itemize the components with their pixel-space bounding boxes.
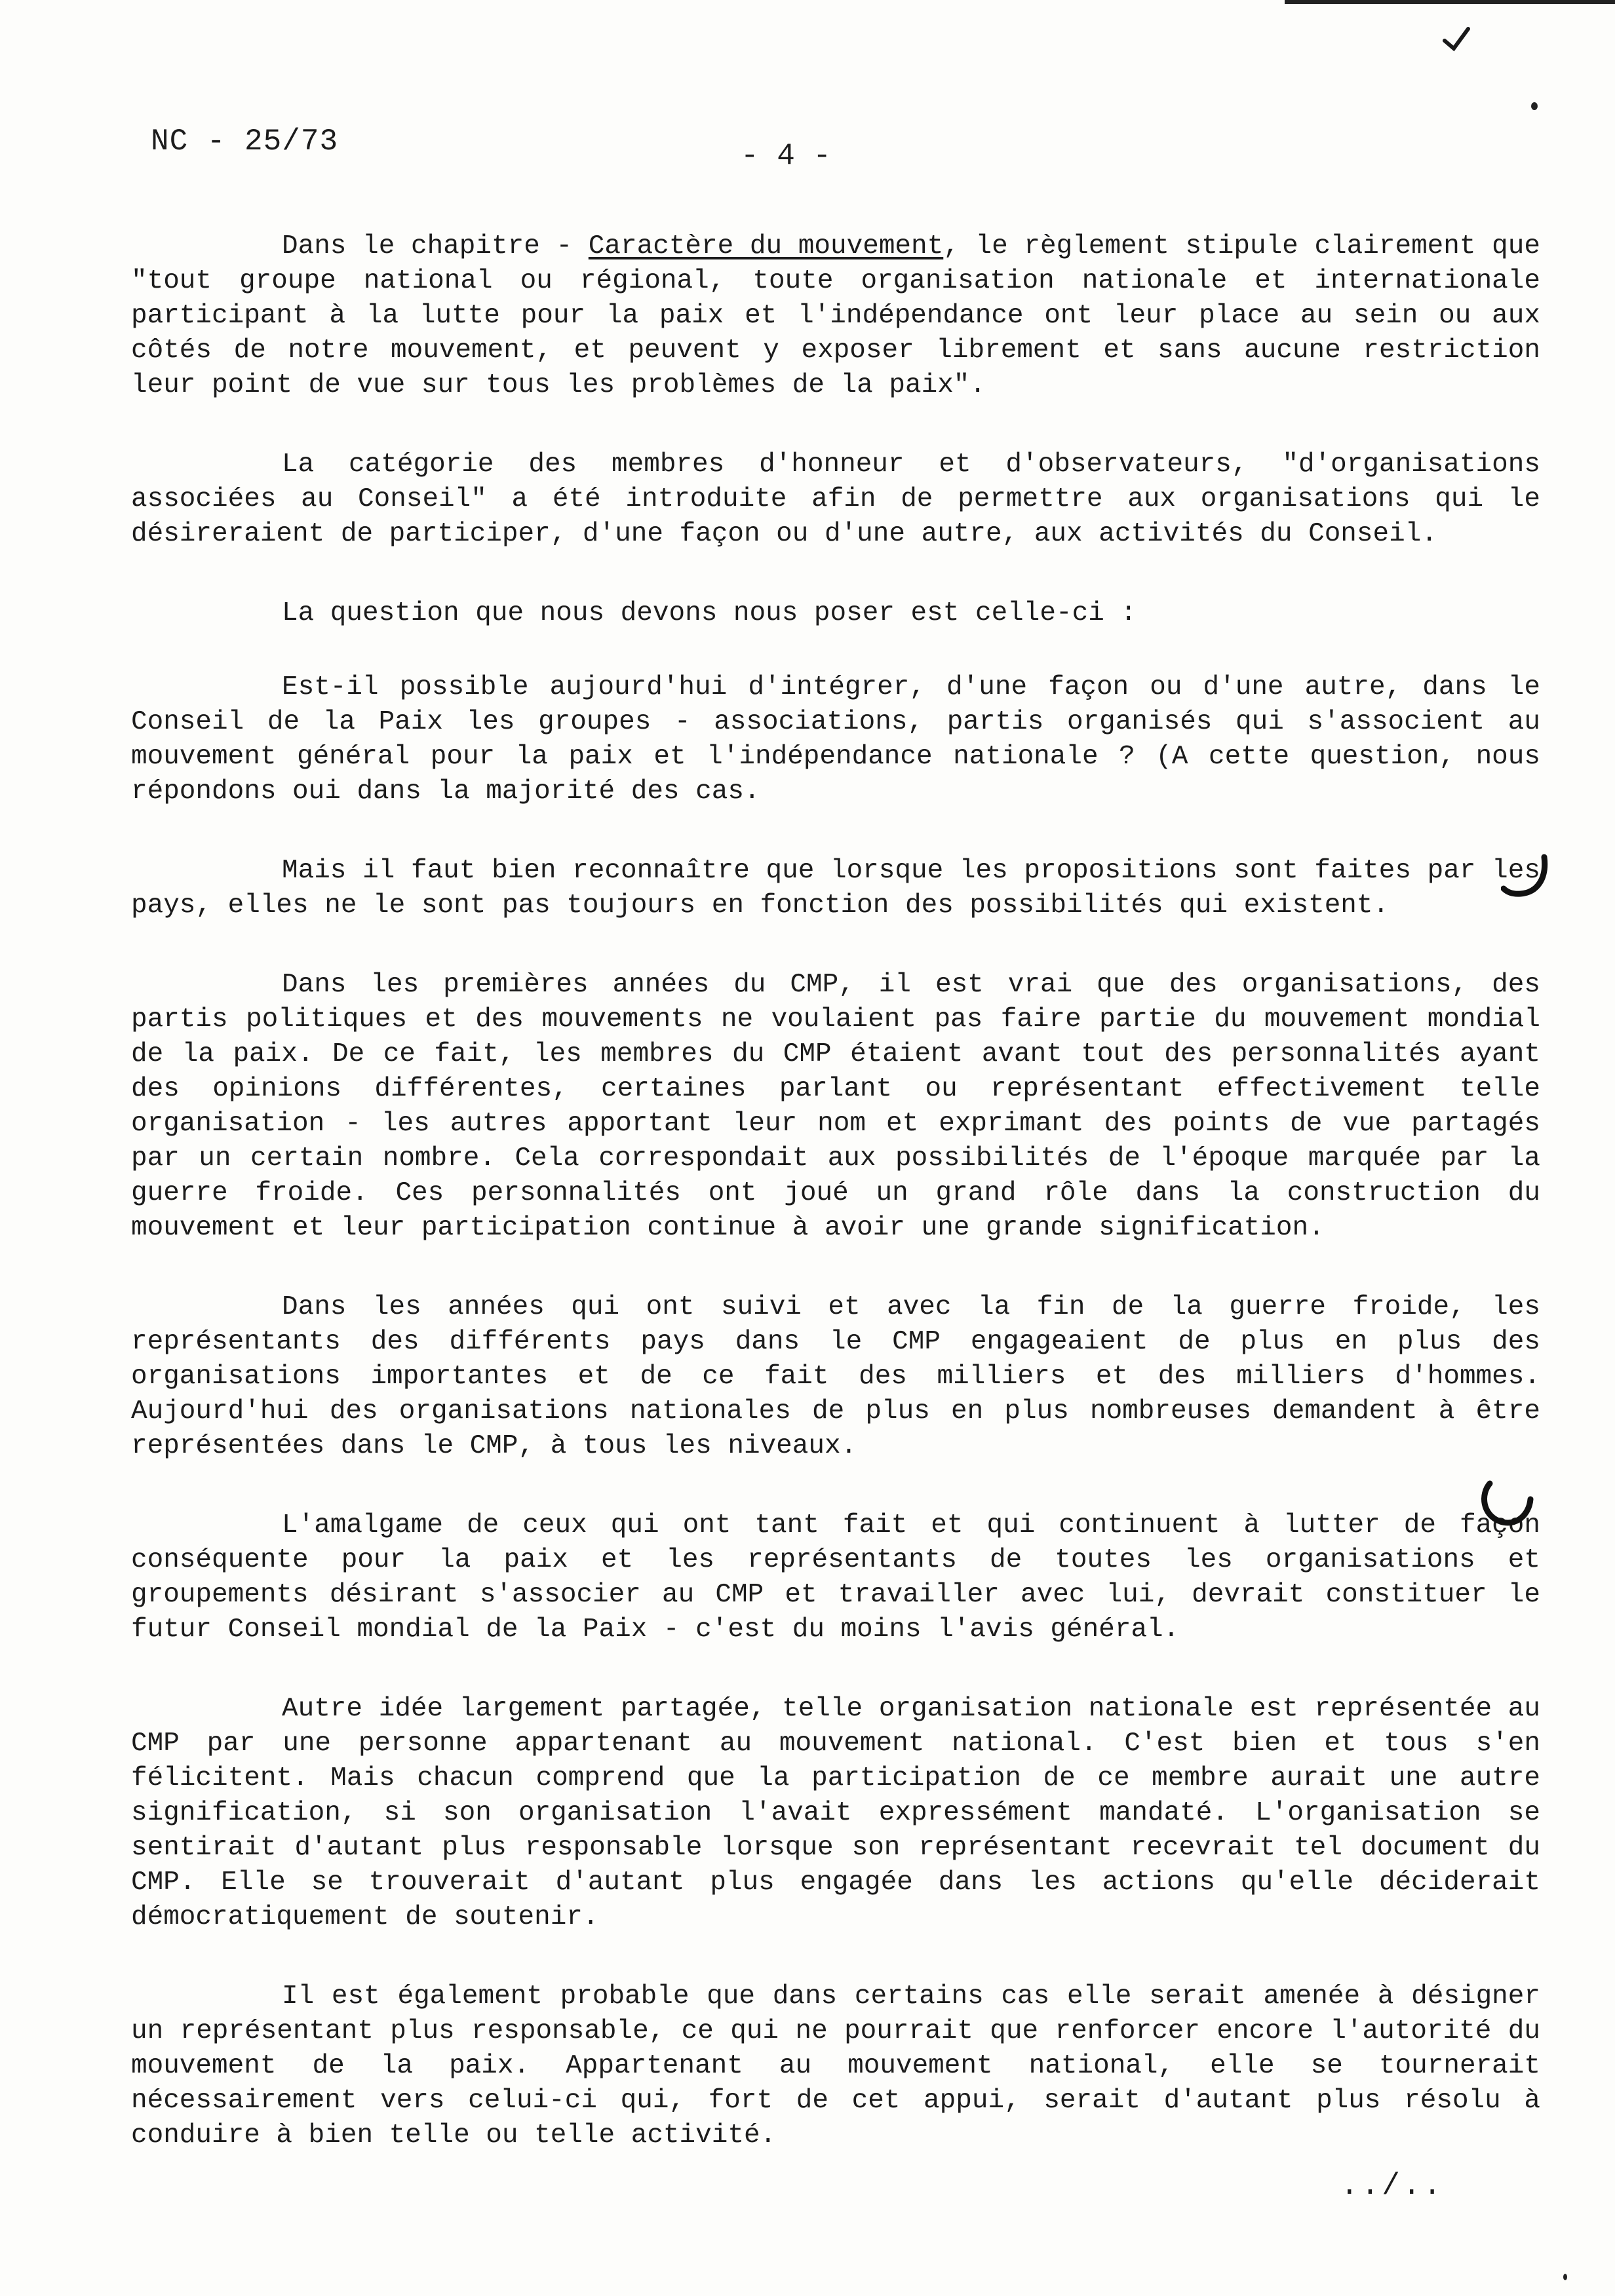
paragraph-1: Dans le chapitre - Caractère du mouvement, le règlement stipule clairement que "tout groupe national ou régional, toute organisation nationale et internationale participant à la lutte pour la paix et l'indépendance ont leur place au sein ou aux côtés de notre mouvement, et peuvent y exposer librement et sans aucune restriction leur point de vue sur tous les problèmes de la paix". [131,231,1540,400]
paragraph-2: La catégorie des membres d'honneur et d'observateurs, "d'organisations associées au Conseil" a été introduite afin de permettre aux organisations qui le désireraient de participer, d'une façon ou d'une autre, aux activités du Conseil. [131,450,1540,549]
paragraph-9: Autre idée largement partagée, telle organisation nationale est représentée au CMP par une personne appartenant au mouvement national. C'est bien et tous s'en félicitent. Mais chacun comprend que la participation de ce membre aurait une autre signification, si son organisation l'avait expressément mandaté. L'organisation se sentirait d'autant plus responsable lorsque son représentant recevrait tel document du CMP. Elle se trouverait d'autant plus engagée dans les actions qu'elle déciderait démocratiquement de soutenir. [131,1694,1540,1932]
paragraph-6: Dans les premières années du CMP, il est vrai que des organisations, des partis politiques et des mouvements ne voulaient pas faire partie du mouvement mondial de la paix. De ce fait, les membres du CMP étaient avant tout des personnalités ayant des opinions différentes, certaines parlant ou représentant effectivement telle organisation - les autres apportant leur nom et exprimant des points de vue partagés par un certain nombre. Cela correspondait aux possibilités de l'époque marquée par la guerre froide. Ces personnalités ont joué un grand rôle dans la construction du mouvement et leur participation continue à avoir une grande signification. [131,970,1540,1243]
paragraph-4: Est-il possible aujourd'hui d'intégrer, d'une façon ou d'une autre, dans le Conseil de la Paix les groupes - associations, partis organisés qui s'associent au mouvement général pour la paix et l'indépendance nationale ? (A cette question, nous répondons oui dans la majorité des cas. [131,672,1540,807]
continuation-mark: ../.. [1340,2169,1445,2203]
ink-dot [1531,102,1538,110]
paragraph-7: Dans les années qui ont suivi et avec la fin de la guerre froide, les représentants des différents pays dans le CMP engageaient de plus en plus des organisations importantes et de ce fait des milliers et des milliers d'hommes. Aujourd'hui des organisations nationales de plus en plus nombreuses demandent à être représentées dans le CMP, à tous les niveaux. [131,1292,1540,1461]
paragraph-3: La question que nous devons nous poser est celle-ci : [282,598,1137,628]
scan-edge-line [1285,0,1615,4]
paragraph-5: Mais il faut bien reconnaître que lorsque les propositions sont faites par les pays, elles ne le sont pas toujours en fonction des possibilités qui existent. [131,856,1540,921]
margin-pen-mark [1501,852,1553,904]
document-body [131,229,1540,2198]
paragraph-10: Il est également probable que dans certains cas elle serait amenée à désigner un représentant plus responsable, ce qui ne pourrait que renforcer encore l'autorité du mouvement de la paix. Appartenant au mouvement national, elle se tournerait nécessairement vers celui-ci qui, fort de cet appui, serait d'autant plus résolu à conduire à bien telle ou telle activité. [131,1981,1540,2151]
underlined-heading: Caractère du mouvement [588,231,944,261]
ink-dot [1563,2274,1567,2280]
paragraph-8: L'amalgame de ceux qui ont tant fait et qui continuent à lutter de façon conséquente pour la paix et les représentants de toutes les organisations et groupements désirant s'associer au CMP et travailler avec lui, devrait constituer le futur Conseil mondial de la Paix - c'est du moins l'avis général. [131,1510,1540,1645]
document-reference: NC - 25/73 [151,124,339,159]
checkmark-icon [1442,26,1471,55]
page-number: - 4 - [741,139,832,173]
margin-circle-mark [1478,1474,1537,1533]
